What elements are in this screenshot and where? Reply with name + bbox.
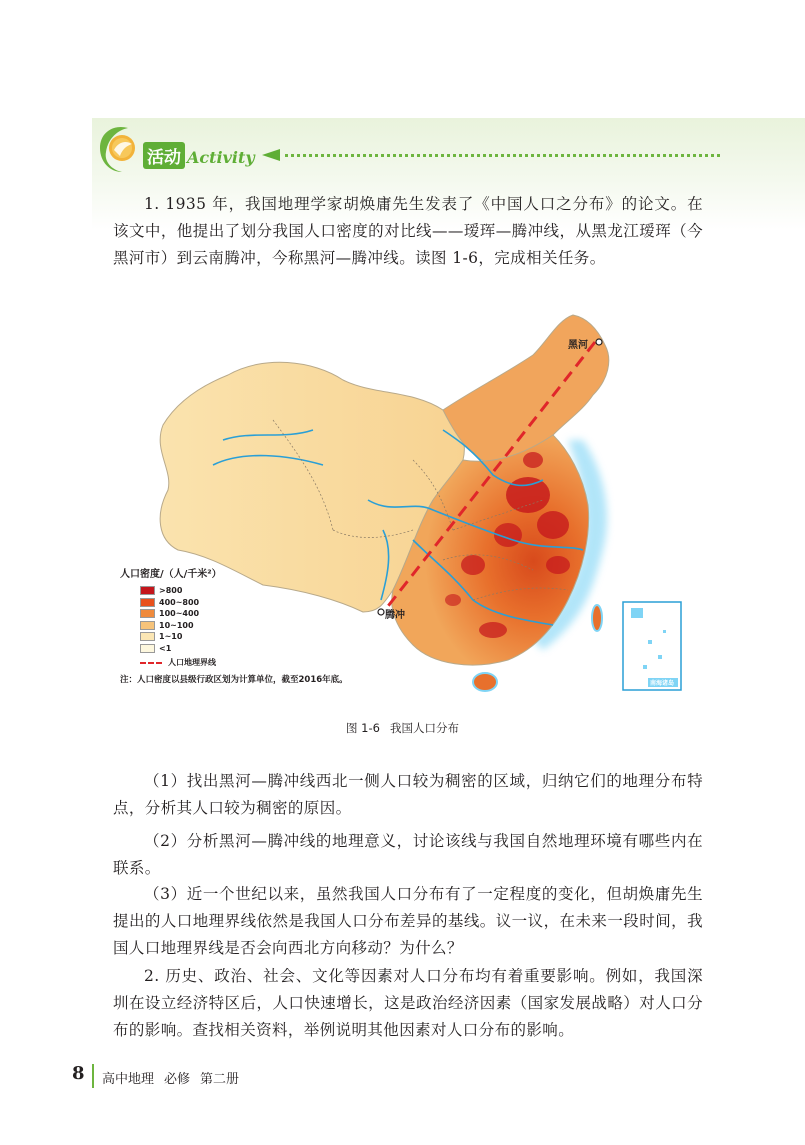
activity-title bbox=[143, 142, 255, 168]
footer-book-info bbox=[102, 1068, 249, 1087]
dashed-line-icon bbox=[140, 662, 162, 664]
legend-label: >800 bbox=[159, 586, 183, 596]
legend-boundary-label: 人口地理界线 bbox=[168, 658, 216, 667]
legend-title: 人口密度/（人/千米²） bbox=[120, 569, 222, 580]
activity-title-en: Activity bbox=[187, 148, 255, 167]
legend-swatch bbox=[140, 632, 155, 641]
legend-item bbox=[140, 597, 348, 609]
legend-item bbox=[140, 643, 348, 655]
inset-label: 南海诸岛 bbox=[650, 680, 675, 687]
legend-swatch bbox=[140, 598, 155, 607]
legend-item bbox=[140, 631, 348, 643]
heihe-label: 黑河 bbox=[568, 340, 588, 351]
activity-title-cn: 活动 bbox=[143, 142, 185, 169]
legend-swatch bbox=[140, 586, 155, 595]
legend-label: 100~400 bbox=[159, 609, 200, 619]
legend-label: <1 bbox=[159, 643, 172, 653]
legend-swatch bbox=[140, 644, 155, 653]
page-number: 8 bbox=[72, 1063, 85, 1084]
legend-label: 1~10 bbox=[159, 632, 183, 642]
tengchong-marker bbox=[378, 609, 384, 615]
legend-note: 注：人口密度以县级行政区划为计算单位，截至2016年底。 bbox=[120, 675, 348, 685]
figure-number: 图 1-6 bbox=[346, 721, 380, 735]
question-3: （3）近一个世纪以来，虽然我国人口分布有了一定程度的变化，但胡焕庸先生提出的人口地理界线依然是我国人口分布差异的基线。议一议，在未来一段时间，我国人口地理界线是否会向西北方向移动？为什么？ bbox=[113, 885, 703, 957]
legend-item bbox=[140, 608, 348, 620]
task-2-paragraph: 2. 历史、政治、社会、文化等因素对人口分布均有着重要影响。例如，我国深圳在设立经济特区后，人口快速增长，这是政治经济因素（国家发展战略）对人口分布的影响。查找相关资料，举例说明其他因素对人口分布的影响。 bbox=[113, 967, 703, 1039]
legend-swatch bbox=[140, 609, 155, 618]
footer-divider bbox=[92, 1064, 94, 1088]
figure-title: 我国人口分布 bbox=[389, 721, 459, 735]
figure-caption bbox=[0, 720, 805, 736]
taiwan-island bbox=[592, 605, 602, 631]
footer-part: 第二册 bbox=[200, 1072, 240, 1087]
arrow-left-icon bbox=[262, 149, 280, 161]
legend-swatch bbox=[140, 621, 155, 630]
question-2: （2）分析黑河—腾冲线的地理意义，讨论该线与我国自然地理环境有哪些内在联系。 bbox=[113, 832, 703, 877]
legend-item bbox=[140, 620, 348, 632]
legend-item bbox=[140, 585, 348, 597]
legend-label: 400~800 bbox=[159, 597, 200, 607]
question-1: （1）找出黑河—腾冲线西北一侧人口较为稠密的区域，归纳它们的地理分布特点，分析其人口较为稠密的原因。 bbox=[113, 772, 703, 817]
heihe-marker bbox=[596, 339, 602, 345]
legend-boundary bbox=[140, 657, 348, 668]
legend-label: 10~100 bbox=[159, 620, 194, 630]
tengchong-label: 腾冲 bbox=[385, 610, 405, 621]
hainan-island bbox=[473, 673, 497, 691]
intro-paragraph: 1. 1935 年，我国地理学家胡焕庸先生发表了《中国人口之分布》的论文。在该文中，他提出了划分我国人口密度的对比线——瑷珲—腾冲线，从黑龙江瑷珲（今黑河市）到云南腾冲，今称黑河—腾冲线。读图 1-6，完成相关任务。 bbox=[113, 195, 703, 267]
footer-book: 高中地理 bbox=[102, 1072, 155, 1087]
dotted-divider bbox=[285, 154, 720, 157]
footer-volume: 必修 bbox=[164, 1072, 191, 1087]
map-legend bbox=[120, 565, 348, 685]
